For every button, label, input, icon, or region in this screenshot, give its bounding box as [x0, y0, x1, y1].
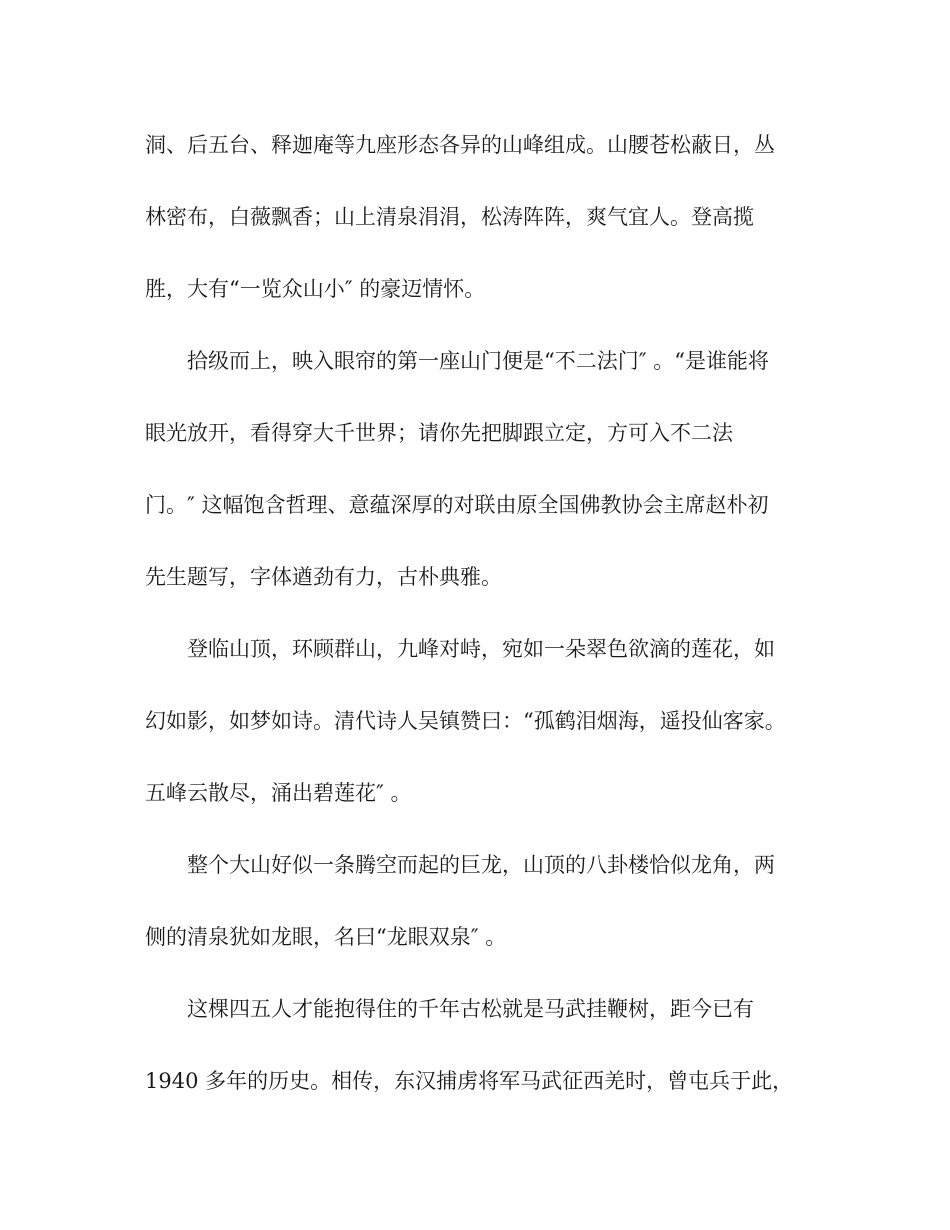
- paragraph-line: 侧的清泉犹如龙眼，名曰“龙眼双泉″ 。: [145, 925, 507, 949]
- paragraph-line: 眼光放开，看得穿大千世界；请你先把脚跟立定，方可入不二法: [145, 421, 733, 445]
- paragraph-line: 五峰云散尽，涌出碧莲花″ 。: [145, 781, 412, 805]
- paragraph-line: 幻如影，如梦如诗。清代诗人吴镇赞曰：“孤鹤泪烟海，遥投仙客家。: [145, 709, 786, 733]
- paragraph-line: 门。″ 这幅饱含哲理、意蕴深厚的对联由原全国佛教协会主席赵朴初: [145, 493, 769, 517]
- paragraph-line: 1940 多年的历史。相传，东汉捕虏将军马武征西羌时，曾屯兵于此，: [145, 1069, 794, 1093]
- paragraph-line: 整个大山好似一条腾空而起的巨龙，山顶的八卦楼恰似龙角，两: [187, 853, 775, 877]
- paragraph-line: 这棵四五人才能抱得住的千年古松就是马武挂鞭树，距今已有: [187, 997, 754, 1021]
- paragraph-line: 林密布，白薇飘香；山上清泉涓涓，松涛阵阵，爽气宜人。登高揽: [145, 205, 754, 229]
- paragraph-line: 洞、后五台、释迦庵等九座形态各异的山峰组成。山腰苍松蔽日，丛: [145, 133, 775, 157]
- paragraph-line: 拾级而上，映入眼帘的第一座山门便是“不二法门″ 。“是谁能将: [187, 349, 769, 373]
- paragraph-line: 先生题写，字体遒劲有力，古朴典雅。: [145, 565, 502, 589]
- paragraph-line: 胜，大有“一览众山小″ 的豪迈情怀。: [145, 277, 486, 301]
- paragraph-line: 登临山顶，环顾群山，九峰对峙，宛如一朵翠色欲滴的莲花，如: [187, 637, 775, 661]
